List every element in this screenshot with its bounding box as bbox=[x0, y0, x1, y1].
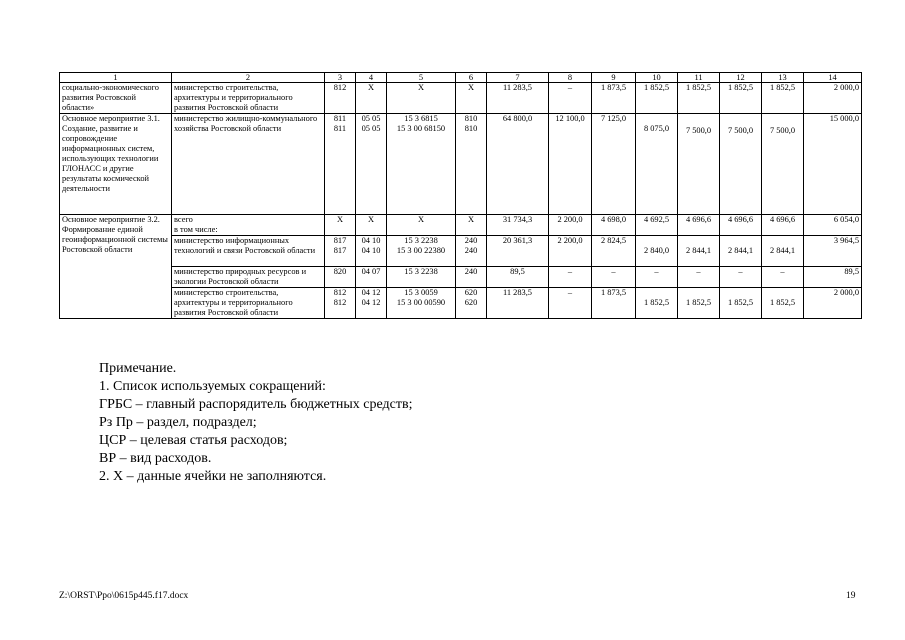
table-row bbox=[60, 83, 862, 114]
column-number: 4 bbox=[356, 73, 387, 83]
grbs-cell: 820 bbox=[325, 267, 356, 288]
grbs-cell bbox=[325, 114, 356, 215]
note-line: 1. Список используемых сокращений: bbox=[99, 379, 326, 394]
note-line: ЦСР – целевая статья расходов; bbox=[99, 433, 288, 448]
total-label: всего bbox=[174, 215, 193, 224]
year-value-cell: 2 200,0 bbox=[549, 236, 592, 267]
year-value-cell: 1 852,5 bbox=[720, 83, 762, 114]
note-line: ГРБС – главный распорядитель бюджетных средств; bbox=[99, 397, 413, 412]
year-value-cell: 2 000,0 bbox=[804, 83, 862, 114]
total-cell: 11 283,5 bbox=[487, 83, 549, 114]
year-value-cell: 1 873,5 bbox=[592, 288, 636, 319]
vr-code: 240 bbox=[464, 236, 478, 245]
vr-code: 810 bbox=[464, 124, 478, 133]
year-value-cell bbox=[720, 288, 762, 319]
grbs-cell: X bbox=[325, 215, 356, 236]
grbs-code: 811 bbox=[333, 114, 347, 123]
notes-title: Примечание. bbox=[99, 361, 177, 376]
year-value: 7 500,0 bbox=[769, 126, 796, 135]
year-value-cell: 2 824,5 bbox=[592, 236, 636, 267]
vr-cell bbox=[456, 236, 487, 267]
year-value-cell: 2 000,0 bbox=[804, 288, 862, 319]
grbs-cell bbox=[325, 236, 356, 267]
page-number: 19 bbox=[846, 591, 856, 601]
year-value-cell: 12 100,0 bbox=[549, 114, 592, 215]
year-value-cell: 7 125,0 bbox=[592, 114, 636, 215]
year-value: 1 852,5 bbox=[685, 298, 712, 307]
year-value-cell bbox=[720, 236, 762, 267]
executor-cell: министерство строительства, архитектуры и территориального развития Ростовской области bbox=[172, 83, 325, 114]
year-value-cell: 4 698,0 bbox=[592, 215, 636, 236]
rzpr-code: 05 05 bbox=[361, 114, 381, 123]
executor-cell: министерство информационных технологий и связи Ростовской области bbox=[172, 236, 325, 267]
year-value-cell: 4 696,6 bbox=[678, 215, 720, 236]
vr-code: 620 bbox=[464, 298, 478, 307]
table-row bbox=[60, 288, 862, 319]
year-value-cell: – bbox=[592, 267, 636, 288]
year-value-cell: 89,5 bbox=[804, 267, 862, 288]
total-cell: 31 734,3 bbox=[487, 215, 549, 236]
year-value-cell: – bbox=[720, 267, 762, 288]
column-number: 1 bbox=[60, 73, 172, 83]
csr-code: 15 3 2238 bbox=[404, 236, 438, 245]
year-value-cell bbox=[720, 114, 762, 215]
executor-cell: министерство жилищно-коммунального хозяйства Ростовской области bbox=[172, 114, 325, 215]
year-value: 1 852,5 bbox=[643, 298, 670, 307]
year-value: 2 844,1 bbox=[685, 246, 712, 255]
csr-cell bbox=[387, 236, 456, 267]
column-number: 3 bbox=[325, 73, 356, 83]
vr-code: 810 bbox=[464, 114, 478, 123]
notes-block bbox=[99, 360, 412, 486]
csr-code: 15 3 6815 bbox=[404, 114, 438, 123]
year-value: 7 500,0 bbox=[727, 126, 754, 135]
note-line: Рз Пр – раздел, подраздел; bbox=[99, 415, 257, 430]
year-value-cell bbox=[678, 114, 720, 215]
year-value-cell: 1 873,5 bbox=[592, 83, 636, 114]
year-value: 7 500,0 bbox=[685, 126, 712, 135]
column-number: 6 bbox=[456, 73, 487, 83]
measure-name-cell: социально-экономического развития Ростовской области» bbox=[60, 83, 172, 114]
total-cell: 11 283,5 bbox=[487, 288, 549, 319]
table-row bbox=[60, 215, 862, 236]
rzpr-code: 04 10 bbox=[361, 236, 381, 245]
csr-code: 15 3 0059 bbox=[404, 288, 438, 297]
year-value-cell: 1 852,5 bbox=[636, 83, 678, 114]
vr-code: 240 bbox=[464, 246, 478, 255]
grbs-code: 812 bbox=[333, 298, 347, 307]
year-value-cell bbox=[636, 288, 678, 319]
year-value-cell: 4 692,5 bbox=[636, 215, 678, 236]
column-number: 7 bbox=[487, 73, 549, 83]
vr-cell: 240 bbox=[456, 267, 487, 288]
year-value-cell: – bbox=[762, 267, 804, 288]
year-value: 2 840,0 bbox=[643, 246, 670, 255]
rzpr-code: 04 12 bbox=[361, 298, 381, 307]
executor-cell bbox=[172, 215, 325, 236]
table-row bbox=[60, 114, 862, 215]
executor-cell: министерство строительства, архитектуры и территориального развития Ростовской области bbox=[172, 288, 325, 319]
vr-code: 620 bbox=[464, 288, 478, 297]
grbs-cell: 812 bbox=[325, 83, 356, 114]
year-value-cell: 4 696,6 bbox=[762, 215, 804, 236]
total-cell: 20 361,3 bbox=[487, 236, 549, 267]
total-cell: 89,5 bbox=[487, 267, 549, 288]
column-number: 12 bbox=[720, 73, 762, 83]
table-row bbox=[60, 267, 862, 288]
csr-cell: X bbox=[387, 83, 456, 114]
csr-cell bbox=[387, 288, 456, 319]
year-value-cell bbox=[678, 288, 720, 319]
column-number: 11 bbox=[678, 73, 720, 83]
vr-cell: X bbox=[456, 83, 487, 114]
vr-cell bbox=[456, 114, 487, 215]
year-value-cell bbox=[762, 236, 804, 267]
budget-table bbox=[59, 72, 862, 319]
column-number: 13 bbox=[762, 73, 804, 83]
rzpr-cell: X bbox=[356, 83, 387, 114]
rzpr-cell: 04 07 bbox=[356, 267, 387, 288]
csr-code: 15 3 00 22380 bbox=[396, 246, 446, 255]
year-value-cell: 3 964,5 bbox=[804, 236, 862, 267]
csr-cell bbox=[387, 114, 456, 215]
year-value-cell: – bbox=[549, 83, 592, 114]
year-value-cell: 6 054,0 bbox=[804, 215, 862, 236]
measure-name-cell: Основное мероприятие 3.1. Создание, развитие и сопровождение информационных систем, использующих технологии ГЛОНАСС и другие результаты космической деятельности bbox=[60, 114, 172, 215]
year-value-cell bbox=[762, 114, 804, 215]
csr-code: 15 3 00 68150 bbox=[396, 124, 446, 133]
column-number: 5 bbox=[387, 73, 456, 83]
column-number: 8 bbox=[549, 73, 592, 83]
year-value-cell bbox=[636, 114, 678, 215]
year-value-cell: 1 852,5 bbox=[678, 83, 720, 114]
grbs-code: 817 bbox=[333, 246, 347, 255]
year-value-cell: 4 696,6 bbox=[720, 215, 762, 236]
year-value-cell bbox=[636, 236, 678, 267]
grbs-code: 811 bbox=[333, 124, 347, 133]
column-number: 2 bbox=[172, 73, 325, 83]
rzpr-code: 05 05 bbox=[361, 124, 381, 133]
including-label: в том числе: bbox=[174, 225, 218, 234]
column-number: 9 bbox=[592, 73, 636, 83]
column-number: 10 bbox=[636, 73, 678, 83]
year-value-cell bbox=[762, 288, 804, 319]
year-value-cell: – bbox=[549, 288, 592, 319]
rzpr-code: 04 12 bbox=[361, 288, 381, 297]
year-value: 2 844,1 bbox=[727, 246, 754, 255]
total-cell: 64 800,0 bbox=[487, 114, 549, 215]
rzpr-code: 04 10 bbox=[361, 246, 381, 255]
table-row bbox=[60, 236, 862, 267]
csr-cell: 15 3 2238 bbox=[387, 267, 456, 288]
rzpr-cell: X bbox=[356, 215, 387, 236]
year-value-cell: 2 200,0 bbox=[549, 215, 592, 236]
year-value-cell: 1 852,5 bbox=[762, 83, 804, 114]
note-line: 2. Х – данные ячейки не заполняются. bbox=[99, 469, 327, 484]
rzpr-cell bbox=[356, 114, 387, 215]
csr-cell: X bbox=[387, 215, 456, 236]
vr-cell: X bbox=[456, 215, 487, 236]
column-number: 14 bbox=[804, 73, 862, 83]
vr-cell bbox=[456, 288, 487, 319]
measure-name-cell: Основное мероприятие 3.2. Формирование единой геоинформационной системы Ростовской области bbox=[60, 215, 172, 319]
table-header-row bbox=[60, 73, 862, 83]
year-value: 8 075,0 bbox=[643, 124, 670, 133]
grbs-code: 812 bbox=[333, 288, 347, 297]
file-path: Z:\ORST\Ppo\0615p445.f17.docx bbox=[59, 591, 189, 601]
year-value-cell: – bbox=[678, 267, 720, 288]
note-line: ВР – вид расходов. bbox=[99, 451, 212, 466]
year-value-cell bbox=[678, 236, 720, 267]
year-value-cell: – bbox=[549, 267, 592, 288]
year-value: 2 844,1 bbox=[769, 246, 796, 255]
grbs-code: 817 bbox=[333, 236, 347, 245]
csr-code: 15 3 00 00590 bbox=[396, 298, 446, 307]
rzpr-cell bbox=[356, 236, 387, 267]
year-value-cell: 15 000,0 bbox=[804, 114, 862, 215]
grbs-cell bbox=[325, 288, 356, 319]
year-value: 1 852,5 bbox=[727, 298, 754, 307]
year-value-cell: – bbox=[636, 267, 678, 288]
rzpr-cell bbox=[356, 288, 387, 319]
executor-cell: министерство природных ресурсов и экологии Ростовской области bbox=[172, 267, 325, 288]
year-value: 1 852,5 bbox=[769, 298, 796, 307]
